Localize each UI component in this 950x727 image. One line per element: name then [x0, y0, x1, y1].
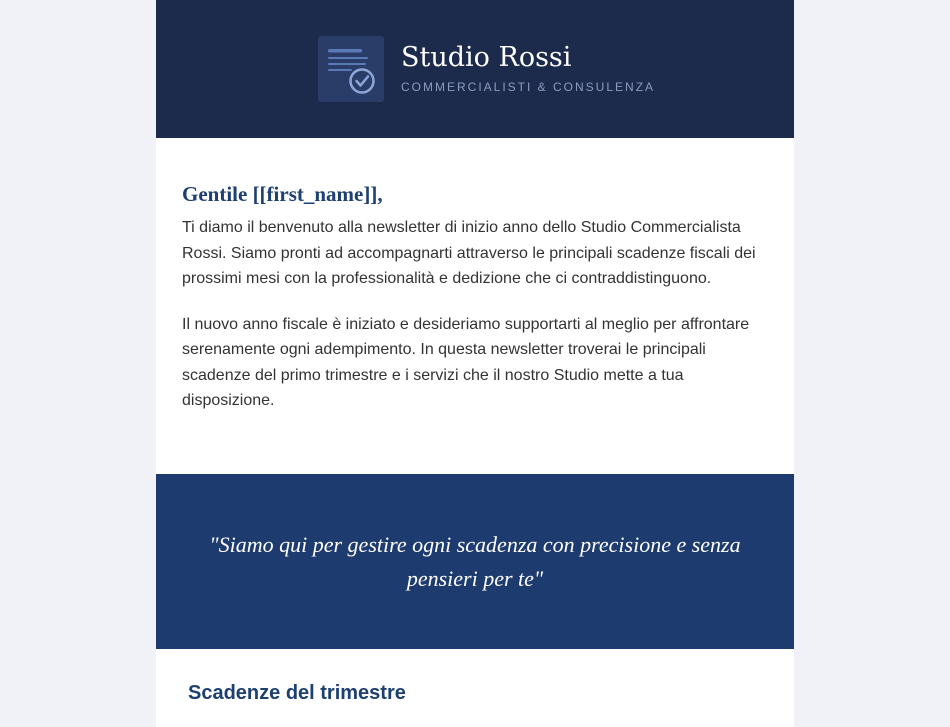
email-header	[156, 0, 794, 138]
intro-section	[156, 138, 794, 474]
greeting-heading: Gentile [[first_name]],	[182, 182, 383, 206]
brand-tagline: COMMERCIALISTI & CONSULENZA	[401, 80, 656, 94]
intro-paragraph-1: Ti diamo il benvenuto alla newsletter di inizio anno dello Studio Commercialista Rossi. Siamo pronti ad accompagnarti attraverso le principali scadenze fiscali dei prossimi mesi con la professionalità e dedizione che ci contraddistinguono.	[182, 219, 756, 287]
deadlines-section-title: Scadenze del trimestre	[188, 682, 406, 704]
document-check-icon	[318, 36, 384, 102]
newsletter-email	[156, 0, 794, 727]
brand-name: Studio Rossi	[401, 42, 572, 73]
quote-text: "Siamo qui per gestire ogni scadenza con precisione e senza pensieri per te"	[209, 531, 741, 591]
intro-paragraph-2: Il nuovo anno fiscale è iniziato e desideriamo supportarti al meglio per affrontare serenamente ogni adempimento. In questa newsletter troverai le principali scadenze del primo trimestre e i servizi che il nostro Studio mette a tua disposizione.	[182, 315, 750, 409]
quote-banner	[156, 474, 794, 649]
